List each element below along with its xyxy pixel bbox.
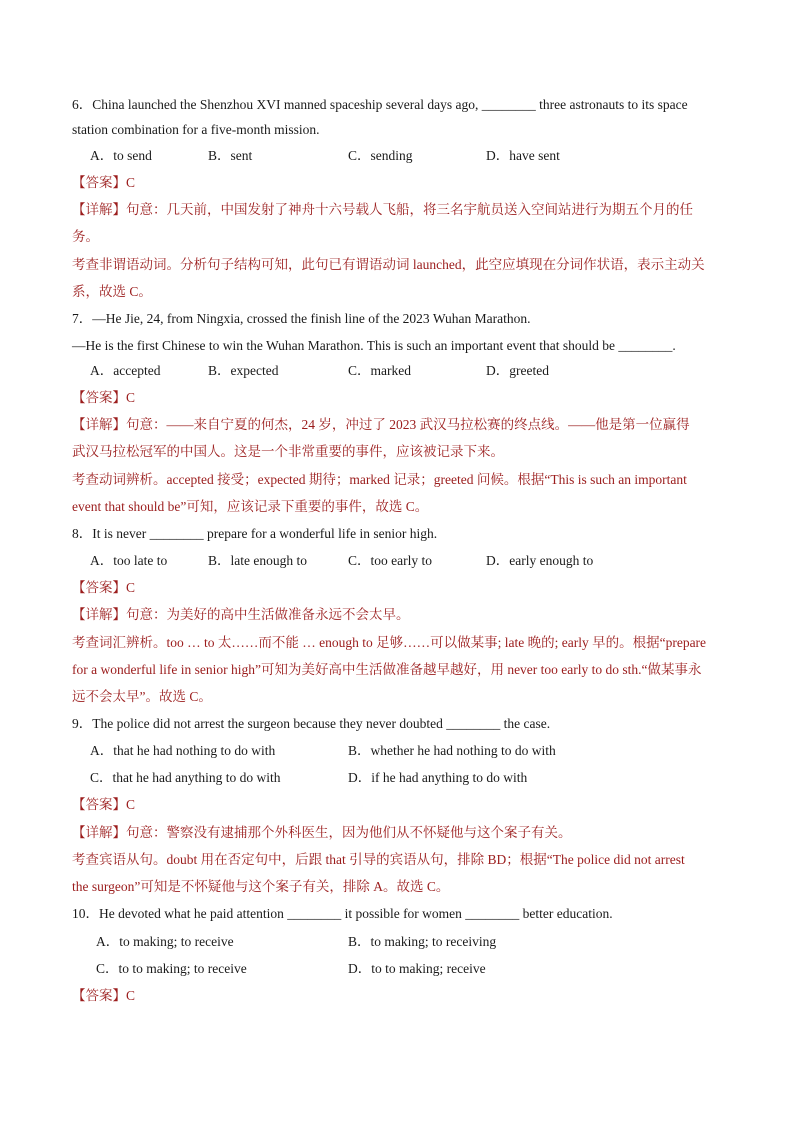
question-6-option-c: C．sending [348,148,413,163]
question-8-stem-line-1: 8．It is never ________ prepare for a wonderful life in senior high. [72,526,438,541]
question-10-option-b: B．to making; to receiving [348,934,497,949]
question-8-option-a: A．too late to [90,553,168,568]
question-10-stem-line-1: 10．He devoted what he paid attention ________ it possible for women ________ better education. [72,906,613,921]
question-7-option-c: C．marked [348,363,411,378]
question-9-explanation-line-2: 考查宾语从句。doubt 用在否定句中，后跟 that 引导的宾语从句，排除 BD；根据“The police did not arrest [72,852,685,867]
question-7-option-a: A．accepted [90,363,161,378]
question-8-option-c: C．too early to [348,553,432,568]
question-6-explanation-line-4: 系，故选 C。 [72,284,152,299]
question-9-explanation-line-1: 【详解】句意：警察没有逮捕那个外科医生，因为他们从不怀疑他与这个案子有关。 [72,825,572,840]
question-10-option-c: C．to to making; to receive [96,961,247,976]
question-8-explanation-line-3: for a wonderful life in senior high”可知为美好高中生活做准备越早越好，用 never too early to do sth.“做某事永 [72,662,702,677]
question-9-option-b: B．whether he had nothing to do with [348,743,556,758]
question-9-explanation-line-3: the surgeon”可知是不怀疑他与这个案子有关，排除 A。故选 C。 [72,879,450,894]
question-8-answer: 【答案】C [72,580,136,595]
question-6-stem-line-1: 6．China launched the Shenzhou XVI manned spaceship several days ago, ________ three astronauts to its space [72,97,688,112]
question-7-option-b: B．expected [208,363,279,378]
question-7-explanation-line-2: 武汉马拉松冠军的中国人。这是一个非常重要的事件，应该被记录下来。 [72,444,504,459]
question-6-stem-line-2: station combination for a five-month mission. [72,122,320,137]
question-9-option-d: D．if he had anything to do with [348,770,528,785]
question-6-option-b: B．sent [208,148,253,163]
question-7-explanation-line-4: event that should be”可知，应该记录下重要的事件，故选 C。 [72,499,429,514]
question-6-option-a: A．to send [90,148,152,163]
question-9-option-c: C．that he had anything to do with [90,770,281,785]
question-6-answer: 【答案】C [72,175,136,190]
question-10-answer: 【答案】C [72,988,136,1003]
question-6-explanation-line-3: 考查非谓语动词。分析句子结构可知，此句已有谓语动词 launched，此空应填现在分词作状语，表示主动关 [72,257,705,272]
question-8-explanation-line-1: 【详解】句意：为美好的高中生活做准备永远不会太早。 [72,607,410,622]
question-7-stem-line-2: —He is the first Chinese to win the Wuhan Marathon. This is such an important event that should be ________. [72,338,676,353]
question-7-explanation-line-1: 【详解】句意：——来自宁夏的何杰，24 岁，冲过了 2023 武汉马拉松赛的终点线。——他是第一位赢得 [72,417,690,432]
question-10-option-a: A．to making; to receive [96,934,234,949]
question-7-answer: 【答案】C [72,390,136,405]
question-10-option-d: D．to to making; receive [348,961,486,976]
question-7-explanation-line-3: 考查动词辨析。accepted 接受；expected 期待；marked 记录；greeted 问候。根据“This is such an important [72,472,687,487]
question-7-option-d: D．greeted [486,363,549,378]
question-8-explanation-line-4: 远不会太早”。故选 C。 [72,689,212,704]
question-8-explanation-line-2: 考查词汇辨析。too … to 太……而不能 … enough to 足够……可以做某事; late 晚的; early 早的。根据“prepare [72,635,707,650]
question-9-answer: 【答案】C [72,797,136,812]
question-8-option-b: B．late enough to [208,553,307,568]
question-9-option-a: A．that he had nothing to do with [90,743,276,758]
question-8-option-d: D．early enough to [486,553,594,568]
question-7-stem-line-1: 7．—He Jie, 24, from Ningxia, crossed the finish line of the 2023 Wuhan Marathon. [72,311,531,326]
question-6-explanation-line-1: 【详解】句意：几天前，中国发射了神舟十六号载人飞船，将三名宇航员送入空间站进行为期五个月的任 [72,202,693,217]
question-6-option-d: D．have sent [486,148,560,163]
question-9-stem-line-1: 9．The police did not arrest the surgeon because they never doubted ________ the case. [72,716,551,731]
question-6-explanation-line-2: 务。 [72,229,99,244]
